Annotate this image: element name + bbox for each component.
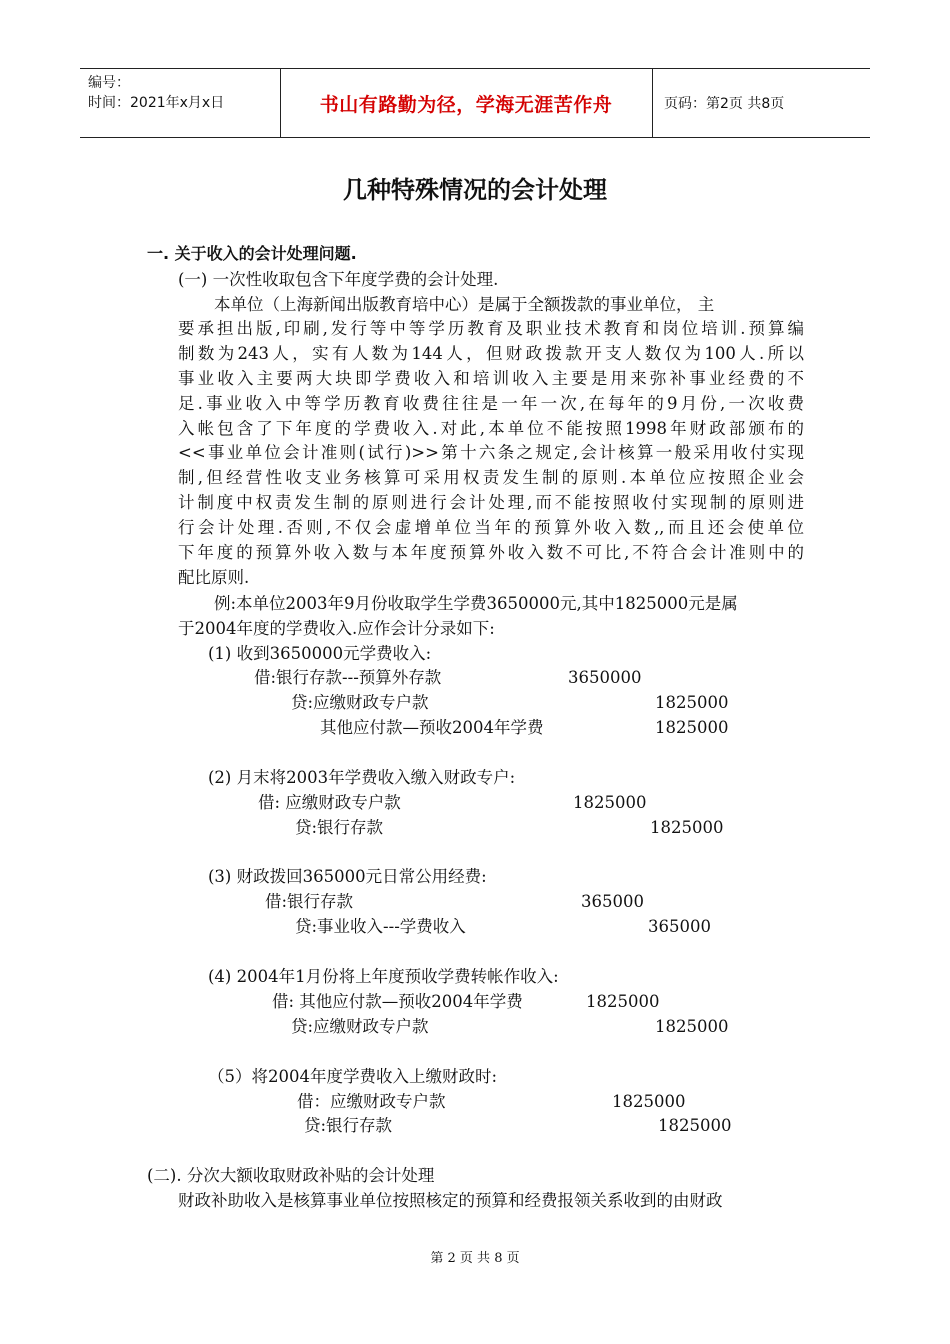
header-page-info: 页码：第2页 共8页 xyxy=(664,96,785,112)
entry-title: （5）将2004年度学费收入上缴财政时: xyxy=(208,1067,498,1086)
credit-account: 贷:事业收入---学费收入 xyxy=(295,917,466,936)
debit-amount: 365000 xyxy=(581,892,644,911)
paragraph-line: <<事业单位会计准则(试行)>>第十六条之规定,会计核算一般采用收付实现 xyxy=(178,443,804,462)
credit-amount: 1825000 xyxy=(655,718,729,737)
example-line: 于2004年度的学费收入.应作会计分录如下: xyxy=(178,619,495,638)
paragraph-line: 下年度的预算外收入数与本年度预算外收入数不可比,不符合会计准则中的 xyxy=(178,543,804,562)
page-footer: 第 2 页 共 8 页 xyxy=(430,1251,520,1266)
debit-amount: 1825000 xyxy=(586,992,660,1011)
header-divider xyxy=(652,69,653,137)
credit-account: 贷:银行存款 xyxy=(304,1116,393,1135)
debit-account: 借: 其他应付款—预收2004年学费 xyxy=(272,992,523,1011)
debit-amount: 1825000 xyxy=(612,1092,686,1111)
credit-account: 其他应付款—预收2004年学费 xyxy=(320,718,544,737)
credit-amount: 1825000 xyxy=(655,1017,729,1036)
entry-title: (1) 收到3650000元学费收入: xyxy=(208,644,432,663)
credit-account: 贷:银行存款 xyxy=(295,818,384,837)
paragraph-line: 行会计处理.否则,不仅会虚增单位当年的预算外收入数,,而且还会使单位 xyxy=(178,518,804,537)
subsection-heading: (二). 分次大额收取财政补贴的会计处理 xyxy=(147,1166,435,1185)
serial-label: 编号： xyxy=(88,75,130,91)
page-title: 几种特殊情况的会计处理 xyxy=(343,176,607,204)
debit-account: 借：应缴财政专户款 xyxy=(297,1092,446,1111)
debit-account: 借:银行存款 xyxy=(265,892,354,911)
paragraph-line: 制,但经营性收支业务核算可采用权责发生制的原则.本单位应按照企业会 xyxy=(178,468,804,487)
example-line: 例:本单位2003年9月份收取学生学费3650000元,其中1825000元是属 xyxy=(214,594,738,613)
debit-amount: 1825000 xyxy=(573,793,647,812)
debit-amount: 3650000 xyxy=(568,668,642,687)
entry-title: (3) 财政拨回365000元日常公用经费: xyxy=(208,867,487,886)
paragraph-line: 财政补助收入是核算事业单位按照核定的预算和经费报领关系收到的由财政 xyxy=(178,1191,723,1210)
paragraph-line: 计制度中权责发生制的原则进行会计处理,而不能按照收付实现制的原则进 xyxy=(178,493,804,512)
credit-amount: 1825000 xyxy=(655,693,729,712)
debit-account: 借: 应缴财政专户款 xyxy=(258,793,401,812)
paragraph-line: 本单位（上海新闻出版教育培中心）是属于全额拨款的事业单位， 主 xyxy=(214,295,715,314)
entry-title: (4) 2004年1月份将上年度预收学费转帐作收入: xyxy=(208,967,559,986)
credit-amount: 1825000 xyxy=(658,1116,732,1135)
paragraph-line: 要承担出版,印刷,发行等中等学历教育及职业技术教育和岗位培训.预算编 xyxy=(178,319,804,338)
header-motto: 书山有路勤为径，学海无涯苦作舟 xyxy=(319,93,613,116)
header-meta xyxy=(88,73,224,113)
subsection-heading: (一) 一次性收取包含下年度学费的会计处理. xyxy=(178,270,499,289)
paragraph-line: 入帐包含了下年度的学费收入.对此,本单位不能按照1998年财政部颁布的 xyxy=(178,419,804,438)
credit-amount: 365000 xyxy=(648,917,711,936)
entry-title: (2) 月末将2003年学费收入缴入财政专户: xyxy=(208,768,516,787)
paragraph-line: 制数为243人，实有人数为144人，但财政拨款开支人数仅为100人.所以 xyxy=(178,344,804,363)
page-header xyxy=(80,68,870,138)
paragraph-line: 事业收入主要两大块即学费收入和培训收入主要是用来弥补事业经费的不 xyxy=(178,369,804,388)
debit-account: 借:银行存款---预算外存款 xyxy=(254,668,442,687)
paragraph-line: 配比原则. xyxy=(178,568,250,587)
section-heading: 一. 关于收入的会计处理问题. xyxy=(147,244,357,263)
credit-account: 贷:应缴财政专户款 xyxy=(291,693,429,712)
paragraph-line: 足.事业收入中等学历教育收费往往是一年一次,在每年的9月份,一次收费 xyxy=(178,394,804,413)
credit-account: 贷:应缴财政专户款 xyxy=(291,1017,429,1036)
credit-amount: 1825000 xyxy=(650,818,724,837)
time-label: 时间：2021年x月x日 xyxy=(88,95,225,111)
